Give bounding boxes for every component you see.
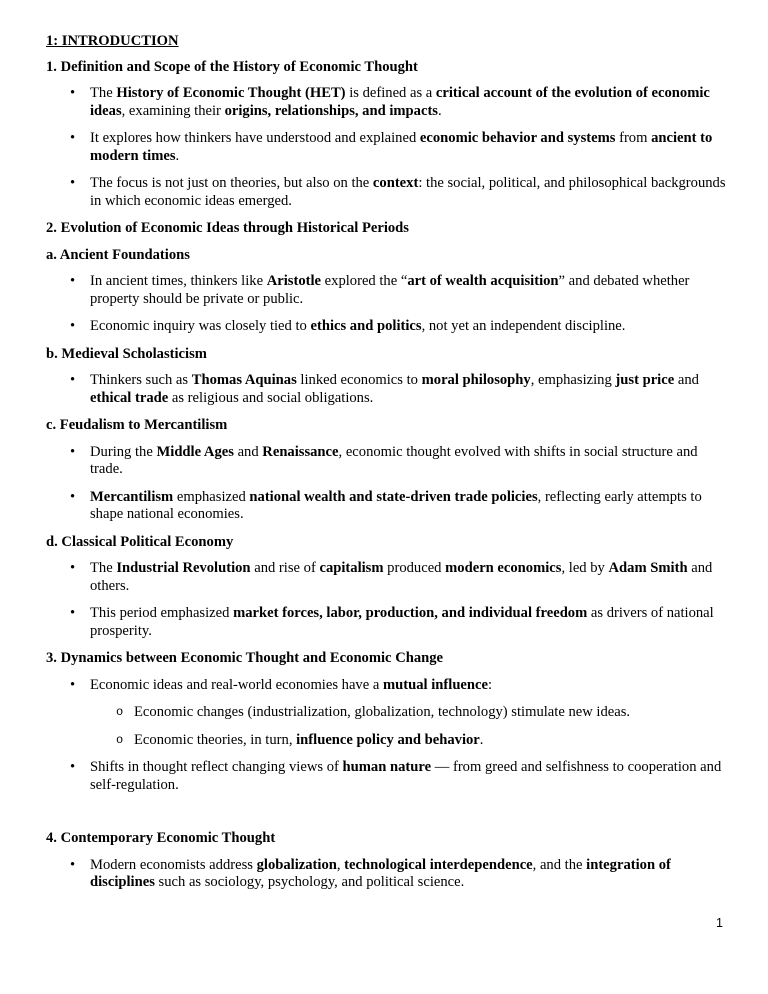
bullet-list xyxy=(46,85,730,210)
text-run: — from greed and selfishness to cooperation and self-regulation. xyxy=(90,759,722,793)
text-run: and xyxy=(674,372,699,388)
text-run: , economic thought evolved with shifts in social structure and trade. xyxy=(90,443,698,477)
bold-text: art of wealth acquisition xyxy=(407,273,559,289)
text-run: and xyxy=(233,443,263,460)
text-run: explored the “ xyxy=(321,273,408,289)
text-run: , reflecting early attempts to shape national economies. xyxy=(90,488,702,522)
text-run: Economic changes (industrialization, globalization, technology) stimulate new ideas. xyxy=(134,704,631,720)
text-run: Shifts in thought reflect changing views of xyxy=(90,759,343,775)
bullet-list xyxy=(46,560,730,640)
text-run: , xyxy=(336,856,345,873)
text-run: In ancient times, thinkers like xyxy=(90,273,267,289)
bold-text: moral philosophy xyxy=(421,372,531,388)
section-heading: 3. Dynamics between Economic Thought and Economic Change xyxy=(46,650,444,666)
bullet-item xyxy=(46,605,730,640)
text-run: Economic ideas and real-world economies have a xyxy=(90,676,383,693)
text-run: . xyxy=(437,102,442,119)
bold-text: national wealth and state-driven trade policies xyxy=(249,488,538,505)
document-body xyxy=(46,59,730,892)
bullet-list xyxy=(46,857,730,892)
bold-text: human nature xyxy=(342,759,432,775)
bold-text: origins, relationships, and impacts xyxy=(224,102,438,119)
bullet-list xyxy=(46,444,730,524)
text-run: : the social, political, and philosophical backgrounds in which economic ideas emerged. xyxy=(90,175,726,209)
sub-bullet-item xyxy=(90,732,730,750)
bold-text: context xyxy=(372,175,419,191)
text-run: Economic theories, in turn, xyxy=(134,731,297,748)
text-run: The focus is not just on theories, but also on the xyxy=(90,175,373,191)
bold-text: technological interdependence xyxy=(344,856,533,873)
bullet-list xyxy=(46,677,730,795)
subsection-heading: d. Classical Political Economy xyxy=(46,533,234,550)
bullet-item xyxy=(46,489,730,524)
bold-text: ethics and politics xyxy=(310,318,422,334)
section-heading: 2. Evolution of Economic Ideas through Historical Periods xyxy=(46,220,409,236)
text-run: ” and debated whether property should be private or public. xyxy=(90,273,690,307)
bullet-list xyxy=(46,273,730,336)
bold-text: influence policy and behavior xyxy=(296,731,480,748)
bold-text: ancient to modern times xyxy=(90,130,713,164)
text-run: The xyxy=(90,85,117,101)
bold-text: Thomas Aquinas xyxy=(191,372,297,388)
bullet-item xyxy=(46,560,730,595)
bold-text: Adam Smith xyxy=(608,560,688,576)
bold-text: globalization xyxy=(256,856,337,873)
bold-text: Renaissance xyxy=(262,443,339,460)
bullet-item xyxy=(46,372,730,407)
bullet-item xyxy=(46,677,730,750)
bold-text: ethical trade xyxy=(90,389,169,406)
text-run: , examining their xyxy=(121,102,225,119)
bullet-item xyxy=(46,130,730,165)
text-run: produced xyxy=(383,560,446,576)
text-run: , and the xyxy=(532,856,587,873)
text-run: and rise of xyxy=(250,560,320,576)
text-run: It explores how thinkers have understood and explained xyxy=(90,130,420,146)
text-run: as drivers of national prosperity. xyxy=(90,605,714,639)
text-run: : xyxy=(487,676,493,693)
text-run: Economic inquiry was closely tied to xyxy=(90,318,311,334)
text-run: This period emphasized xyxy=(90,605,234,621)
bold-text: critical account of the evolution of economic ideas xyxy=(90,85,710,119)
bold-text: capitalism xyxy=(319,560,384,576)
bold-text: Aristotle xyxy=(266,273,322,289)
bullet-item xyxy=(46,857,730,892)
text-run: . xyxy=(479,731,484,748)
bold-text: Middle Ages xyxy=(156,443,234,460)
sub-bullet-item xyxy=(90,704,730,722)
bullet-item xyxy=(46,175,730,210)
text-run: as religious and social obligations. xyxy=(168,389,374,406)
bullet-list xyxy=(46,372,730,407)
bullet-item xyxy=(46,444,730,479)
bold-text: Industrial Revolution xyxy=(116,560,251,576)
bold-text: integration of disciplines xyxy=(90,856,671,890)
text-run: Modern economists address xyxy=(90,856,257,873)
text-run: The xyxy=(90,560,117,576)
text-run: During the xyxy=(90,443,157,460)
bold-text: Mercantilism xyxy=(90,488,174,505)
bullet-item xyxy=(46,759,730,794)
bold-text: market forces, labor, production, and individual freedom xyxy=(233,605,588,621)
text-run: , led by xyxy=(561,560,609,576)
text-run: and others. xyxy=(90,560,713,594)
section-heading: 1. Definition and Scope of the History of Economic Thought xyxy=(46,58,418,75)
bold-text: just price xyxy=(615,372,675,388)
bold-text: economic behavior and systems xyxy=(419,130,616,146)
bold-text: modern economics xyxy=(445,560,562,576)
section-spacer xyxy=(46,804,730,830)
bold-text: mutual influence xyxy=(382,676,488,693)
text-run: emphasized xyxy=(173,488,250,505)
sub-bullet-list xyxy=(90,704,730,749)
subsection-heading: a. Ancient Foundations xyxy=(46,246,190,263)
text-run: , emphasizing xyxy=(530,372,616,388)
text-run: . xyxy=(175,147,180,164)
bullet-item xyxy=(46,273,730,308)
text-run: is defined as a xyxy=(345,85,436,101)
section-heading: 4. Contemporary Economic Thought xyxy=(46,830,276,846)
document-page xyxy=(46,33,730,902)
text-run: Thinkers such as xyxy=(90,372,192,388)
text-run: linked economics to xyxy=(296,372,422,388)
bold-text: History of Economic Thought (HET) xyxy=(116,85,346,101)
bullet-item xyxy=(46,318,730,336)
page-number: 1 xyxy=(716,916,723,930)
bullet-item xyxy=(46,85,730,120)
subsection-heading: c. Feudalism to Mercantilism xyxy=(46,417,228,433)
text-run: from xyxy=(615,130,652,146)
text-run: such as sociology, psychology, and political science. xyxy=(154,874,465,890)
text-run: , not yet an independent discipline. xyxy=(421,318,626,334)
document-title: 1: INTRODUCTION xyxy=(46,33,179,49)
subsection-heading: b. Medieval Scholasticism xyxy=(46,345,207,362)
